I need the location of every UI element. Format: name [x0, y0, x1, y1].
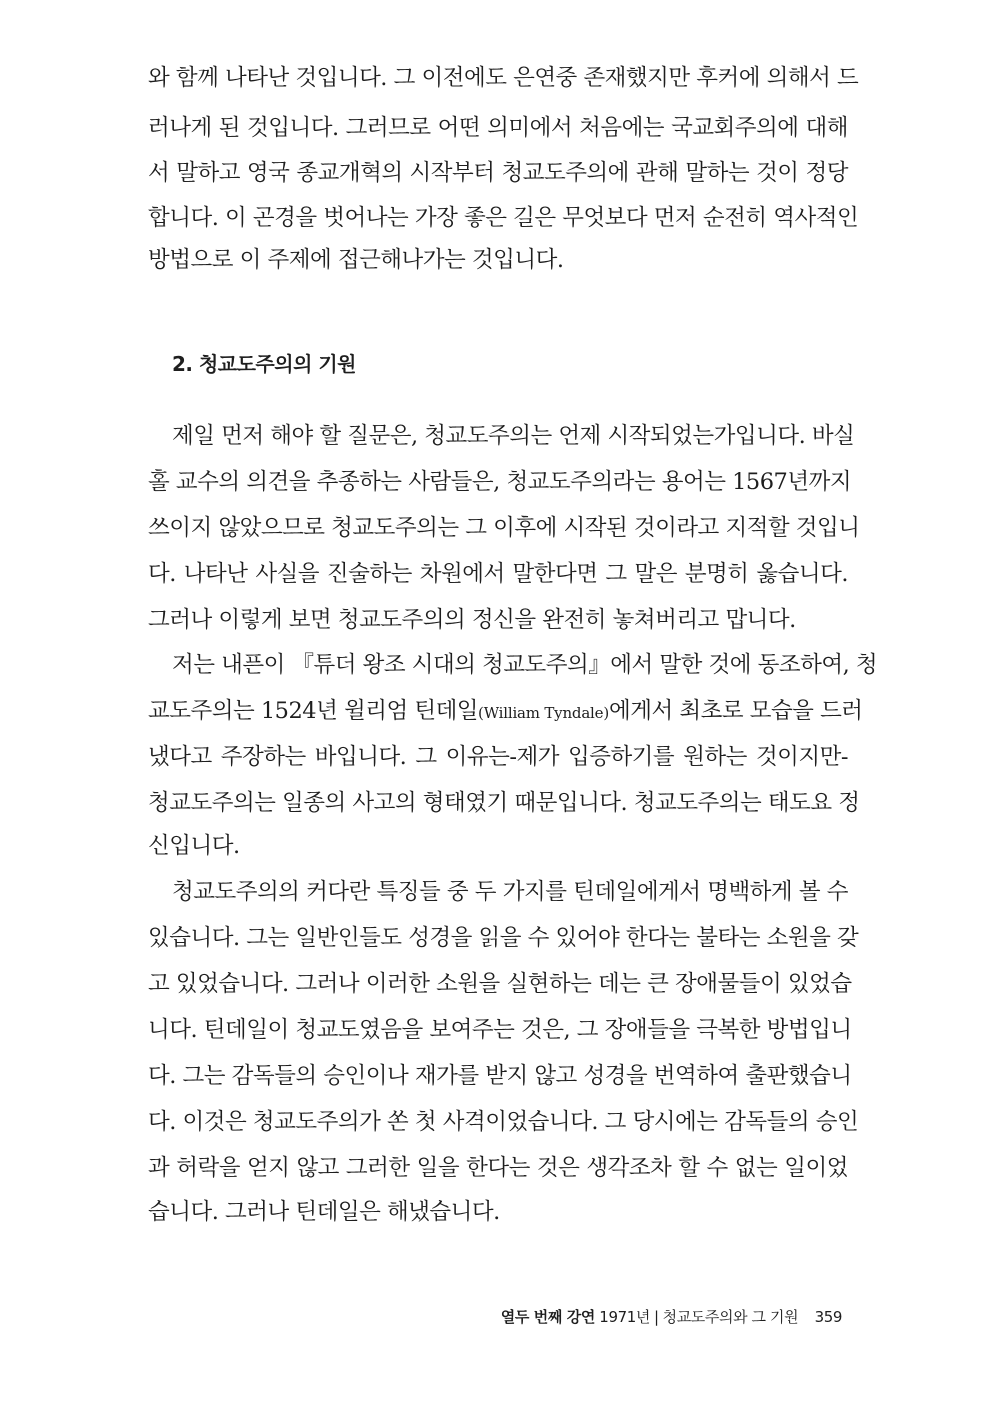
paragraph-line: 홀 교수의 의견을 추종하는 사람들은, 청교도주의라는 용어는 1567년까지 [148, 469, 852, 495]
intro-line: 서 말하고 영국 종교개혁의 시작부터 청교도주의에 관해 말하는 것이 정당 [148, 160, 848, 186]
footer-lecture: 열두 번째 강연 [500, 1308, 595, 1326]
intro-line: 와 함께 나타난 것입니다. 그 이전에도 은연중 존재했지만 후커에 의해서 드 [148, 65, 859, 91]
paragraph-line: 고 있었습니다. 그러나 이러한 소원을 실현하는 데는 큰 장애물들이 있었습 [148, 971, 852, 997]
footer-separator: | [653, 1308, 659, 1326]
paragraph-line: 쓰이지 않았으므로 청교도주의는 그 이후에 시작된 것이라고 지적할 것입니 [148, 515, 860, 541]
paragraph-line: 다. 이것은 청교도주의가 쏜 첫 사격이었습니다. 그 당시에는 감독들의 승인 [148, 1109, 859, 1135]
paragraph-line: 저는 내픈이 『튜더 왕조 시대의 청교도주의』에서 말한 것에 동조하여, 청 [172, 652, 878, 678]
footer-title: 청교도주의와 그 기원 [662, 1308, 799, 1326]
page-number: 359 [814, 1308, 842, 1326]
paragraph-line: 그러나 이렇게 보면 청교도주의의 정신을 완전히 놓쳐버리고 맙니다. [148, 607, 796, 633]
intro-line: 합니다. 이 곤경을 벗어나는 가장 좋은 길은 무엇보다 먼저 순전히 역사적인 [148, 205, 859, 231]
paragraph-line [148, 695, 863, 727]
paragraph-line: 니다. 틴데일이 청교도였음을 보여주는 것은, 그 장애들을 극복한 방법입니 [148, 1017, 852, 1043]
running-footer [501, 1306, 842, 1328]
section-heading: 2. 청교도주의의 기원 [172, 352, 356, 376]
paragraph-line: 냈다고 주장하는 바입니다. 그 이유는-제가 입증하기를 원하는 것이지만- [148, 744, 848, 770]
paragraph-line: 다. 그는 감독들의 승인이나 재가를 받지 않고 성경을 번역하여 출판했습니 [148, 1063, 852, 1089]
english-name: (William Tyndale) [478, 704, 609, 722]
intro-line: 러나게 된 것입니다. 그러므로 어떤 의미에서 처음에는 국교회주의에 대해 [148, 115, 848, 141]
paragraph-line: 습니다. 그러나 틴데일은 해냈습니다. [148, 1199, 500, 1225]
paragraph-text: 교도주의는 1524년 윌리엄 틴데일 [148, 698, 479, 724]
paragraph-line: 신입니다. [148, 833, 240, 859]
paragraph-line: 과 허락을 얻지 않고 그러한 일을 한다는 것은 생각조차 할 수 없는 일이었 [148, 1155, 848, 1181]
paragraph-line: 청교도주의는 일종의 사고의 형태였기 때문입니다. 청교도주의는 태도요 정 [148, 790, 860, 816]
paragraph-line: 있습니다. 그는 일반인들도 성경을 읽을 수 있어야 한다는 불타는 소원을 갖 [148, 925, 859, 951]
paragraph-line: 다. 나타난 사실을 진술하는 차원에서 말한다면 그 말은 분명히 옳습니다. [148, 561, 848, 587]
paragraph-line: 청교도주의의 커다란 특징들 중 두 가지를 틴데일에게서 명백하게 볼 수 [172, 879, 848, 905]
footer-year: 1971년 [599, 1308, 650, 1326]
paragraph-text: 에게서 최초로 모습을 드러 [609, 698, 863, 724]
paragraph-line: 제일 먼저 해야 할 질문은, 청교도주의는 언제 시작되었는가입니다. 바실 [172, 423, 855, 449]
intro-line: 방법으로 이 주제에 접근해나가는 것입니다. [148, 247, 564, 273]
